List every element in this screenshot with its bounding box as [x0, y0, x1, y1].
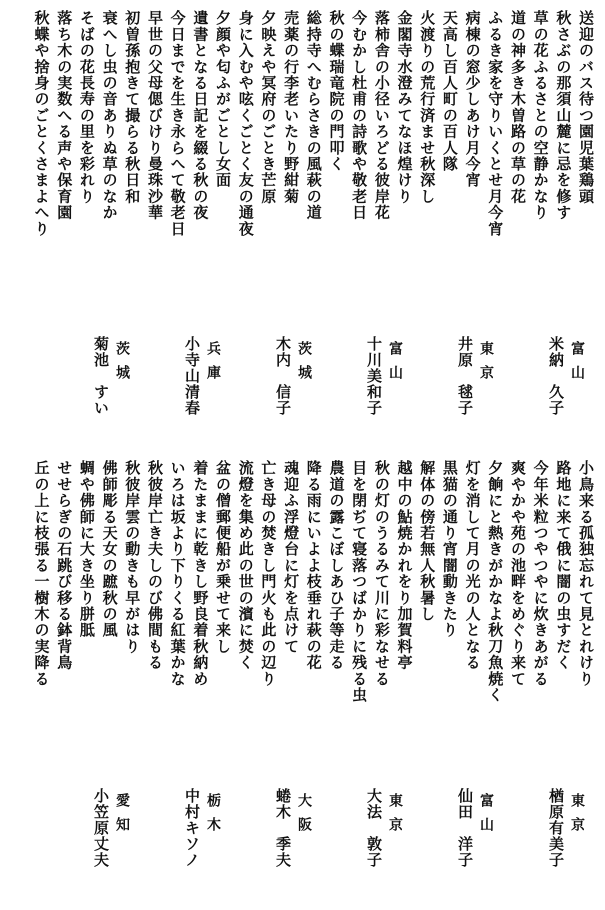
author-prefecture: 愛知: [114, 793, 130, 841]
haiku-verse: 総持寺へむらさきの風萩の道: [304, 10, 323, 221]
haiku-verse: 越中の鮎焼かれをり加賀料亭: [395, 460, 414, 671]
haiku-verse: 売薬の行李老いたり野紺菊: [282, 10, 301, 205]
author-columns-lower: [0, 752, 605, 892]
haiku-verse: 秋蝶や捨身のごとくさまよへり: [32, 10, 51, 237]
haiku-verse: 黒猫の通り宵闇動きたり: [440, 460, 459, 639]
haiku-verse: 秋さぶの那須山麓に忌を修す: [554, 10, 573, 221]
haiku-verse: 佛師彫る天女の蹠秋の風: [100, 460, 119, 639]
author-prefecture: 栃木: [205, 793, 221, 841]
author-name: 菊池 すい: [92, 336, 110, 416]
author-entry: [223, 300, 314, 430]
author-prefecture: 富山: [387, 341, 403, 389]
haiku-verse: 火渡りの荒行済ませ秋深し: [418, 10, 437, 205]
haiku-verse: 病棟の窓少しあけ月今宵: [463, 10, 482, 189]
haiku-verse: 目を閉ぢて寝落つばかりに残る虫: [350, 460, 369, 703]
author-name: 井原 毬子: [456, 336, 474, 416]
author-prefecture: 富山: [478, 793, 494, 841]
haiku-verse: いろは坂より下りくる紅葉かな: [168, 460, 187, 687]
verse-columns-lower: [0, 460, 605, 730]
haiku-verse: 亡き母の焚きし門火も此の辺り: [259, 460, 278, 687]
haiku-verse: 道の神多き木曽路の草の花: [508, 10, 527, 205]
haiku-verse: 灯を消して月の光の人となる: [463, 460, 482, 671]
haiku-verse: 爽やかや苑の池畔をめぐり来て: [508, 460, 527, 687]
author-entry: [41, 752, 132, 882]
haiku-verse: 盆の僧郵便船が乗せて来し: [214, 460, 232, 655]
haiku-verse: 魂迎ふ浮燈台に灯を点けて: [282, 460, 301, 655]
haiku-verse: 遺書となる日記を綴る秋の夜: [191, 10, 210, 221]
haiku-verse: 今日までを生き永らへて敬老日: [168, 10, 187, 237]
haiku-verse: せせらぎの石跳び移る鉢背鳥: [55, 460, 74, 671]
haiku-verse: 今むかし杜甫の詩歌や敬老日: [350, 10, 369, 221]
haiku-verse: 丘の上に枝張る一樹木の実降る: [32, 460, 51, 687]
author-columns-upper: [0, 300, 605, 440]
author-entry: [132, 300, 223, 430]
haiku-verse: 蜩や佛師に大き坐り胼胝: [77, 460, 96, 639]
author-prefecture: 茨城: [114, 341, 130, 389]
author-prefecture: 茨城: [296, 341, 312, 389]
haiku-verse: 夕顔や匂ふがごとし女面: [214, 10, 232, 189]
haiku-verse: 秋彼岸亡き夫しのび佛間もる: [145, 460, 164, 671]
author-entry: [41, 300, 132, 430]
author-entry: [496, 300, 587, 430]
haiku-verse: 早世の父母偲びけり曼珠沙華: [145, 10, 164, 221]
haiku-verse: 秋の灯のうるみて川に彩なせる: [372, 460, 391, 687]
author-prefecture: 東京: [478, 341, 494, 389]
author-entry: [314, 300, 405, 430]
haiku-verse: 秋彼岸雲の動きも早がはり: [123, 460, 142, 655]
haiku-verse: 路地に来て俄に闇の虫すだく: [554, 460, 573, 671]
author-name: 小寺山清春: [183, 336, 201, 416]
haiku-verse: 身に入むや呟くごとく友の通夜: [236, 10, 255, 237]
author-entry: [405, 300, 496, 430]
haiku-verse: 送迎のバス待つ園児葉鶏頭: [577, 10, 595, 205]
author-name: 中村キソノ: [183, 788, 201, 868]
author-entry: [314, 752, 405, 882]
haiku-verse: 草の花ふるさとの空静かなり: [531, 10, 550, 221]
author-entry: [405, 752, 496, 882]
author-prefecture: 富山: [569, 341, 585, 389]
haiku-verse: そばの花長寿の里を彩れり: [77, 10, 96, 205]
haiku-verse: 流燈を集め此の世の濱に焚く: [236, 460, 255, 671]
haiku-verse: 秋の蝶瑞竜院の門叩く: [327, 10, 346, 172]
haiku-verse: 初曽孫抱きて撮らる秋日和: [123, 10, 142, 205]
author-prefecture: 東京: [569, 793, 585, 841]
author-prefecture: 東京: [387, 793, 403, 841]
haiku-verse: 天高し百人町の百人隊: [440, 10, 459, 172]
verse-columns-upper: [0, 10, 605, 280]
haiku-verse: 衰へし虫の音ありぬ草のなか: [100, 10, 119, 221]
haiku-verse: 解体の傍若無人秋暑し: [418, 460, 437, 622]
author-name: 仙田 洋子: [456, 788, 474, 868]
author-name: 蜷木 季夫: [274, 788, 292, 868]
haiku-verse: 今年米粒つやつやに炊きあがる: [531, 460, 550, 687]
haiku-verse: 降る雨にいよよ枝垂れ萩の花: [304, 460, 323, 671]
haiku-verse: 夕餉にと熱きがかなよ秋刀魚焼く: [486, 460, 505, 703]
author-entry: [132, 752, 223, 882]
author-name: 小笠原丈夫: [92, 788, 110, 868]
author-prefecture: 大阪: [296, 793, 312, 841]
haiku-verse: 小鳥来る孤独忘れて見とれけり: [577, 460, 595, 687]
haiku-verse: 落ち木の実数へる声や保育園: [55, 10, 74, 221]
author-prefecture: 兵庫: [205, 341, 221, 389]
author-entry: [223, 752, 314, 882]
author-name: 楢原有美子: [547, 788, 565, 868]
haiku-verse: 夕映えや冥府のごとき芒原: [259, 10, 278, 205]
haiku-verse: 落柿舎の小径いろどる彼岸花: [372, 10, 391, 221]
haiku-verse: 着たままに乾きし野良着秋納め: [191, 460, 210, 687]
author-name: 十川美和子: [365, 336, 383, 416]
author-name: 米納 久子: [547, 336, 565, 416]
haiku-verse: ふるき家を守りいくとせ月今宵: [486, 10, 505, 237]
author-name: 大法 敦子: [365, 788, 383, 868]
haiku-verse: 農道の露こぼしあひ子等走る: [327, 460, 346, 671]
author-entry: [496, 752, 587, 882]
author-name: 木内 信子: [274, 336, 292, 416]
haiku-verse: 金閣寺水澄みてなほ煌けり: [395, 10, 414, 205]
